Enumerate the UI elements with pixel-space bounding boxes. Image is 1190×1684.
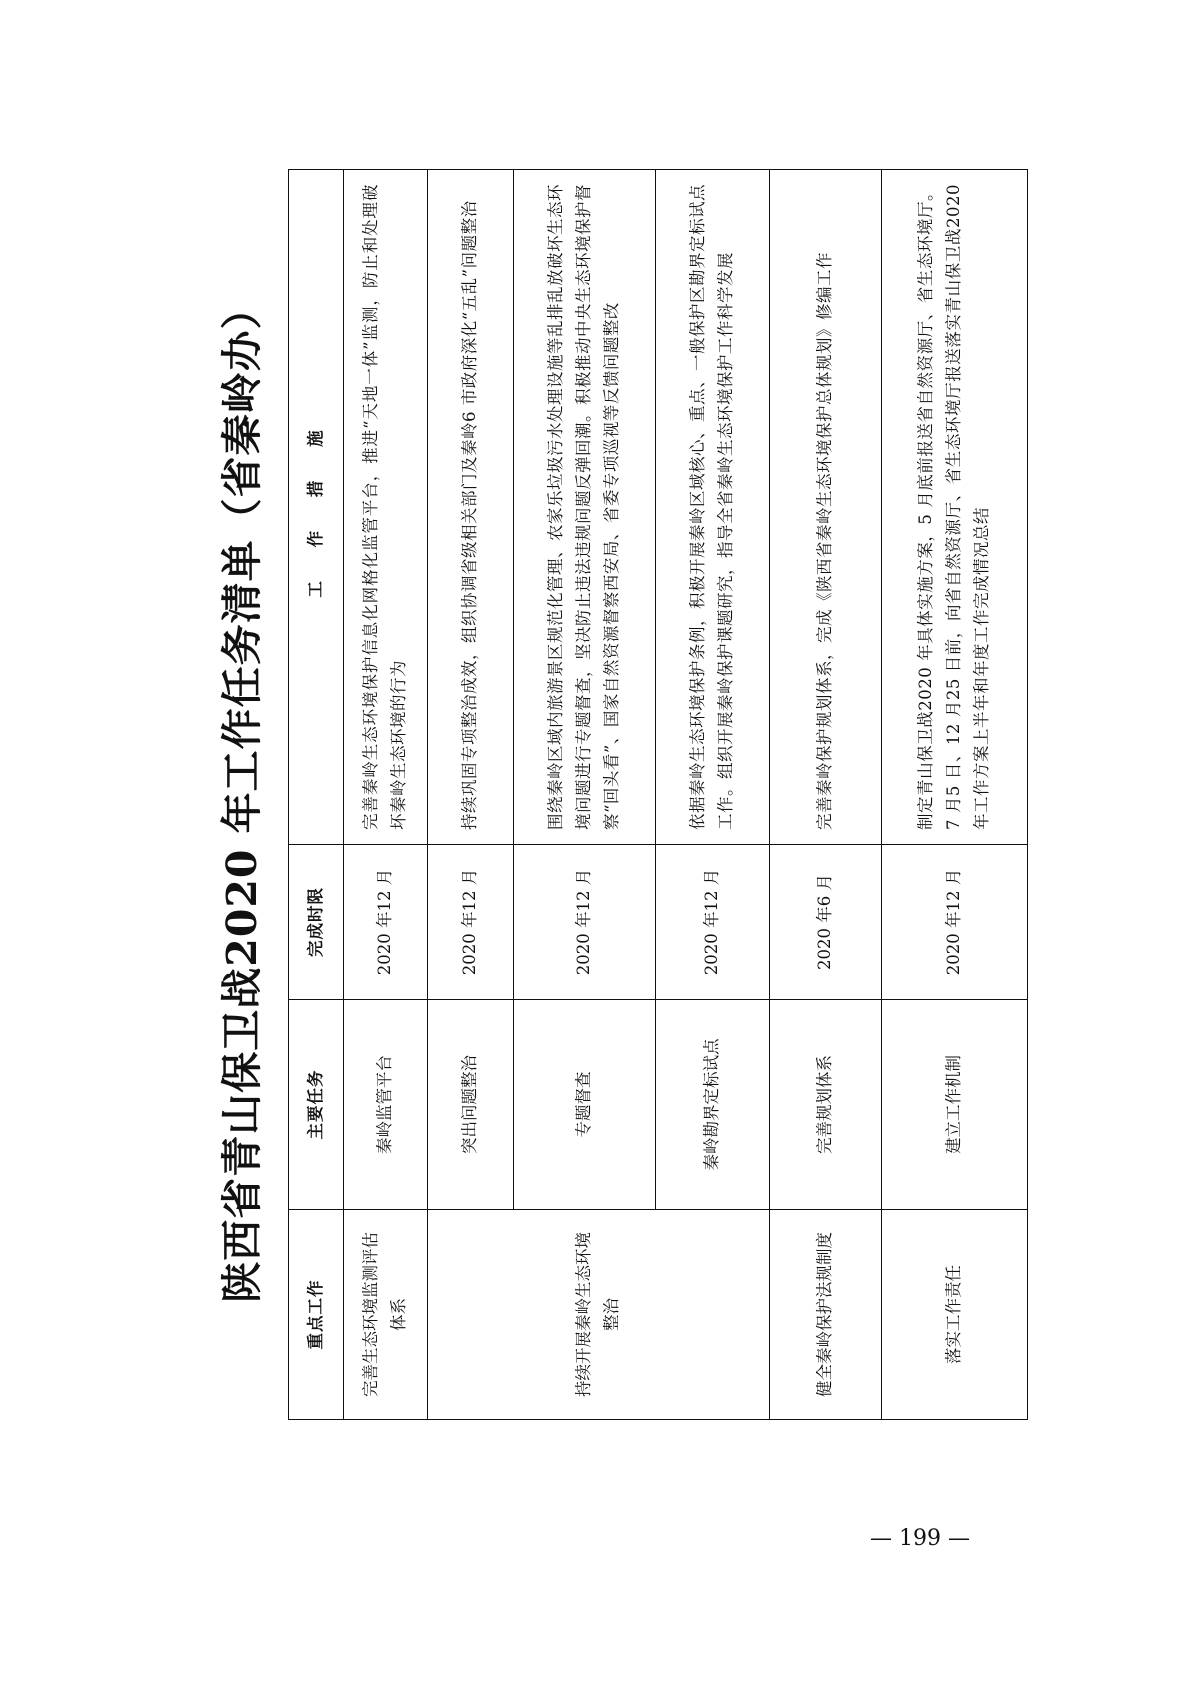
cell-main-task: 完善规划体系 xyxy=(769,1000,881,1210)
table-row xyxy=(344,170,428,1420)
cell-main-task: 专题督查 xyxy=(513,1000,655,1210)
rotated-page-content xyxy=(210,170,1030,1420)
cell-main-task: 建立工作机制 xyxy=(881,1000,1027,1210)
cell-deadline: 2020 年12 月 xyxy=(655,845,769,1000)
page-title: 陕西省青山保卫战2020 年工作任务清单（省秦岭办） xyxy=(218,287,266,1303)
cell-deadline: 2020 年12 月 xyxy=(427,845,513,1000)
cell-measures: 围绕秦岭区域内旅游景区规范化管理、农家乐垃圾污水处理设施等乱排乱放破坏生态环境问题进行专题督查，坚决防止违法违规问题反弹回潮。积极推动中央生态环境保护督察“回头看”、国家自然资源督察西安局、省委专项巡视等反馈问题整改 xyxy=(513,170,655,845)
cell-deadline: 2020 年12 月 xyxy=(513,845,655,1000)
table-row xyxy=(427,170,513,1420)
cell-key-work: 完善生态环境监测评估体系 xyxy=(344,1210,428,1420)
cell-key-work: 健全秦岭保护法规制度 xyxy=(769,1210,881,1420)
header-main-task: 主要任务 xyxy=(289,1000,344,1210)
page-number: — 199 — xyxy=(870,1526,970,1551)
cell-main-task: 突出问题整治 xyxy=(427,1000,513,1210)
header-key-work: 重点工作 xyxy=(289,1210,344,1420)
cell-deadline: 2020 年12 月 xyxy=(344,845,428,1000)
task-table xyxy=(288,169,1028,1420)
cell-measures: 完善秦岭生态环境保护信息化网格化监管平台，推进“天地一体”监测，防止和处理破坏秦岭生态环境的行为 xyxy=(344,170,428,845)
cell-main-task: 秦岭勘界定标试点 xyxy=(655,1000,769,1210)
cell-deadline: 2020 年6 月 xyxy=(769,845,881,1000)
cell-measures: 依据秦岭生态环境保护条例，积极开展秦岭区域核心、重点、一般保护区勘界定标试点工作。组织开展秦岭保护课题研究，指导全省秦岭生态环境保护工作科学发展 xyxy=(655,170,769,845)
cell-measures: 完善秦岭保护规划体系，完成《陕西省秦岭生态环境保护总体规划》修编工作 xyxy=(769,170,881,845)
cell-measures: 持续巩固专项整治成效，组织协调省级相关部门及秦岭6 市政府深化“五乱”问题整治 xyxy=(427,170,513,845)
cell-measures: 制定青山保卫战2020 年具体实施方案，5 月底前报送省自然资源厅、省生态环境厅。7 月5 日、12 月25 日前，向省自然资源厅、省生态环境厅报送落实青山保卫战2020 年工作方案上半年和年度工作完成情况总结 xyxy=(881,170,1027,845)
header-deadline: 完成时限 xyxy=(289,845,344,1000)
cell-deadline: 2020 年12 月 xyxy=(881,845,1027,1000)
table-header-row xyxy=(289,170,344,1420)
cell-key-work: 持续开展秦岭生态环境整治 xyxy=(427,1210,769,1420)
table-row xyxy=(769,170,881,1420)
cell-main-task: 秦岭监管平台 xyxy=(344,1000,428,1210)
table-row xyxy=(881,170,1027,1420)
header-measures: 工 作 措 施 xyxy=(289,170,344,845)
cell-key-work: 落实工作责任 xyxy=(881,1210,1027,1420)
